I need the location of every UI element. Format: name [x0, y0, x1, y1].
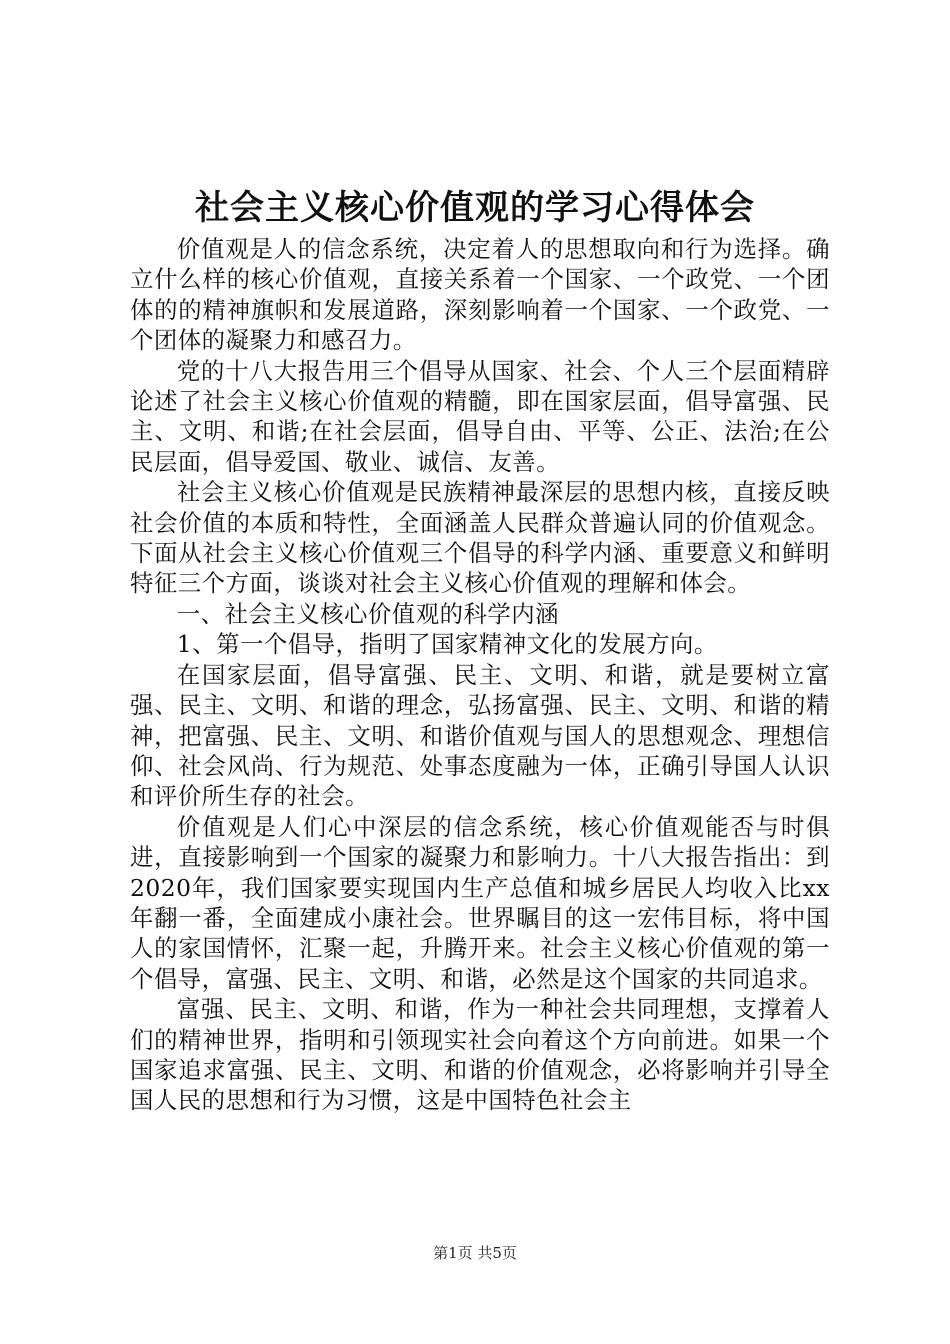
- paragraph: 富强、民主、文明、和谐，作为一种社会共同理想，支撑着人们的精神世界，指明和引领现实社会向着这个方向前进。如果一个国家追求富强、民主、文明、和谐的价值观念，必将影响并引导全国人民的思想和行为习惯，这是中国特色社会主: [130, 995, 830, 1115]
- paragraph: 社会主义核心价值观是民族精神最深层的思想内核，直接反映社会价值的本质和特性，全面涵盖人民群众普遍认同的价值观念。下面从社会主义核心价值观三个倡导的科学内涵、重要意义和鲜明特征三个方面，谈谈对社会主义核心价值观的理解和体会。: [130, 478, 830, 598]
- paragraph: 价值观是人们心中深层的信念系统，核心价值观能否与时俱进，直接影响到一个国家的凝聚力和影响力。十八大报告指出：到2020年，我们国家要实现国内生产总值和城乡居民人均收入比xx年翻一番，全面建成小康社会。世界瞩目的这一宏伟目标，将中国人的家国情怀，汇聚一起，升腾开来。社会主义核心价值观的第一个倡导，富强、民主、文明、和谐，必然是这个国家的共同追求。: [130, 812, 830, 993]
- subsection-heading: 1、第一个倡导，指明了国家精神文化的发展方向。: [176, 630, 718, 659]
- document-body: [130, 234, 830, 1116]
- document-title: 社会主义核心价值观的学习心得体会: [195, 188, 755, 228]
- paragraph: 价值观是人的信念系统，决定着人的思想取向和行为选择。确立什么样的核心价值观，直接关系着一个国家、一个政党、一个团体的的精神旗帜和发展道路，深刻影响着一个国家、一个政党、一个团体的凝聚力和感召力。: [130, 235, 830, 355]
- section-heading: 一、社会主义核心价值观的科学内涵: [176, 599, 560, 628]
- page-footer: 第1页 共5页: [433, 1244, 517, 1262]
- paragraph: 在国家层面，倡导富强、民主、文明、和谐，就是要树立富强、民主、文明、和谐的理念，弘扬富强、民主、文明、和谐的精神，把富强、民主、文明、和谐价值观与国人的思想观念、理想信仰、社会风尚、行为规范、处事态度融为一体，正确引导国人认识和评价所生存的社会。: [130, 660, 830, 811]
- paragraph: 党的十八大报告用三个倡导从国家、社会、个人三个层面精辟论述了社会主义核心价值观的精髓，即在国家层面，倡导富强、民主、文明、和谐;在社会层面，倡导自由、平等、公正、法治;在公民层面，倡导爱国、敬业、诚信、友善。: [130, 356, 830, 476]
